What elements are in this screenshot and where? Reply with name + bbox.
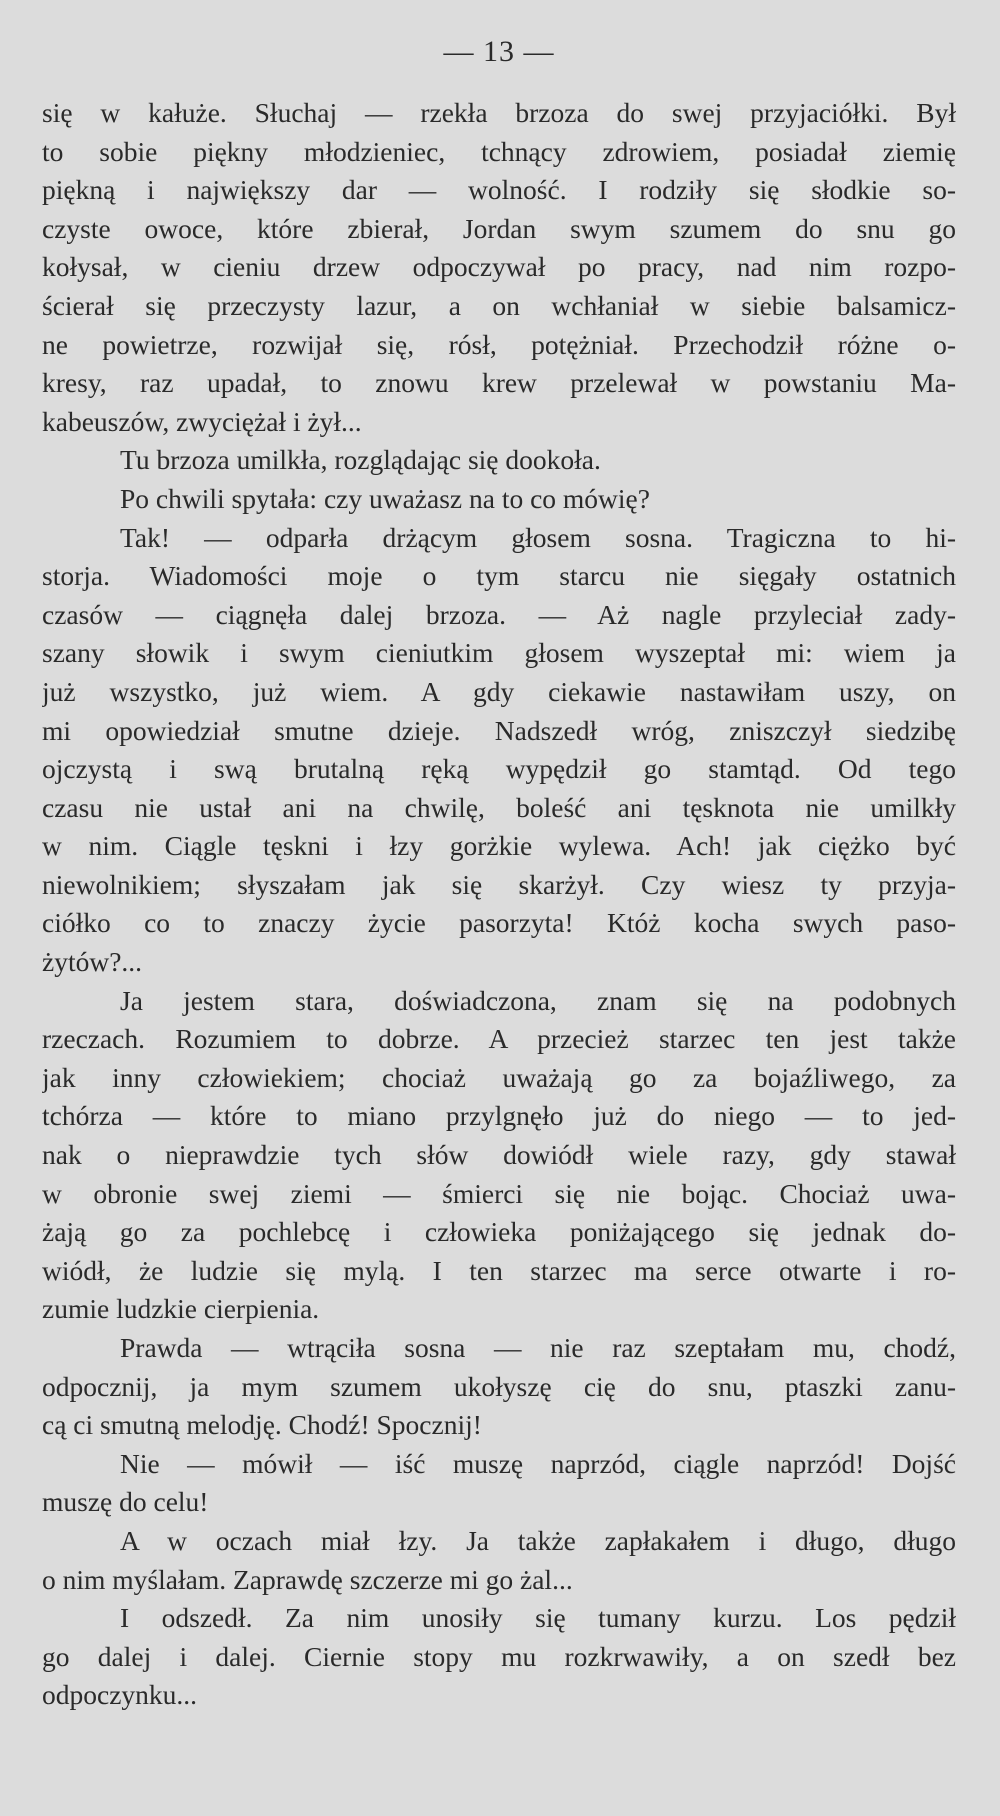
text-line: żytów?... [42, 946, 143, 978]
text-line: mi opowiedział smutne dzieje. Nadszedł wróg, zniszczył siedzibę [42, 714, 956, 746]
text-line: w nim. Ciągle tęskni i łzy gorżkie wylewa. Ach! jak ciężko być [42, 830, 956, 862]
text-line: Tu brzoza umilkła, rozglądając się dookoła. [120, 444, 601, 476]
text-line: odpoczynku... [42, 1679, 198, 1711]
text-line: zumie ludzkie cierpienia. [42, 1293, 320, 1325]
text-line: A w oczach miał łzy. Ja także zapłakałem i długo, długo [120, 1524, 956, 1556]
text-line: I odszedł. Za nim unosiły się tumany kurzu. Los pędził [120, 1602, 956, 1634]
text-line: piękną i największy dar — wolność. I rodziły się słodkie so- [42, 174, 956, 206]
text-line: Nie — mówił — iść muszę naprzód, ciągle naprzód! Dojść [120, 1447, 956, 1479]
text-line: ojczystą i swą brutalną ręką wypędził go stamtąd. Od tego [42, 753, 956, 785]
text-body [42, 94, 956, 1715]
text-line: nak o nieprawdzie tych słów dowiódł wiele razy, gdy stawał [42, 1139, 956, 1171]
text-line: go dalej i dalej. Ciernie stopy mu rozkrwawiły, a on szedł bez [42, 1640, 956, 1672]
text-line: niewolnikiem; słyszałam jak się skarżył. Czy wiesz ty przyja- [42, 868, 956, 900]
text-line: Po chwili spytała: czy uważasz na to co mówię? [120, 482, 650, 514]
text-line: ciółko co to znaczy życie pasorzyta! Któż kocha swych paso- [42, 907, 956, 939]
text-line: tchórza — które to miano przylgnęło już do niego — to jed- [42, 1100, 956, 1132]
text-line: czasów — ciągnęła dalej brzoza. — Aż nagle przyleciał zady- [42, 598, 956, 630]
text-line: czasu nie ustał ani na chwilę, boleść ani tęsknota nie umilkły [42, 791, 956, 823]
text-line: kabeuszów, zwyciężał i żył... [42, 405, 362, 437]
text-line: storja. Wiadomości moje o tym starcu nie sięgały ostatnich [42, 560, 956, 592]
text-line: w obronie swej ziemi — śmierci się nie bojąc. Chociaż uwa- [42, 1177, 956, 1209]
text-line: jak inny człowiekiem; chociaż uważają go za bojaźliwego, za [42, 1061, 956, 1093]
text-line: ścierał się przeczysty lazur, a on wchłaniał w siebie balsamicz- [42, 289, 956, 321]
text-line: się w kałuże. Słuchaj — rzekła brzoza do swej przyjaciółki. Był [42, 97, 956, 128]
text-line: muszę do celu! [42, 1486, 209, 1518]
text-line: już wszystko, już wiem. A gdy ciekawie nastawiłam uszy, on [42, 675, 956, 707]
text-line: rzeczach. Rozumiem to dobrze. A przecież starzec ten jest także [42, 1023, 956, 1055]
text-line: kołysał, w cieniu drzew odpoczywał po pracy, nad nim rozpo- [42, 251, 956, 283]
text-line: ne powietrze, rozwijał się, rósł, potężniał. Przechodził różne o- [42, 328, 956, 360]
text-line: szany słowik i swym cieniutkim głosem wyszeptał mi: wiem ja [42, 637, 956, 669]
text-line: cą ci smutną melodję. Chodź! Spocznij! [42, 1409, 482, 1441]
text-line: to sobie piękny młodzieniec, tchnący zdrowiem, posiadał ziemię [42, 135, 956, 167]
text-line: Ja jestem stara, doświadczona, znam się na podobnych [120, 984, 956, 1016]
text-line: Tak! — odparła drżącym głosem sosna. Tragiczna to hi- [120, 521, 956, 553]
text-line: o nim myślałam. Zaprawdę szczerze mi go żal... [42, 1563, 573, 1595]
text-line: Prawda — wtrąciła sosna — nie raz szeptałam mu, chodź, [120, 1332, 956, 1363]
text-line: czyste owoce, które zbierał, Jordan swym szumem do snu go [42, 212, 956, 244]
page-number: — 13 — [443, 35, 555, 68]
text-line: wiódł, że ludzie się mylą. I ten starzec ma serce otwarte i ro- [42, 1254, 956, 1286]
text-line: żają go za pochlebcę i człowieka poniżającego się jednak do- [42, 1216, 956, 1248]
text-line: odpocznij, ja mym szumem ukołyszę cię do snu, ptaszki zanu- [42, 1370, 956, 1402]
text-line: kresy, raz upadał, to znowu krew przelewał w powstaniu Ma- [42, 367, 956, 399]
